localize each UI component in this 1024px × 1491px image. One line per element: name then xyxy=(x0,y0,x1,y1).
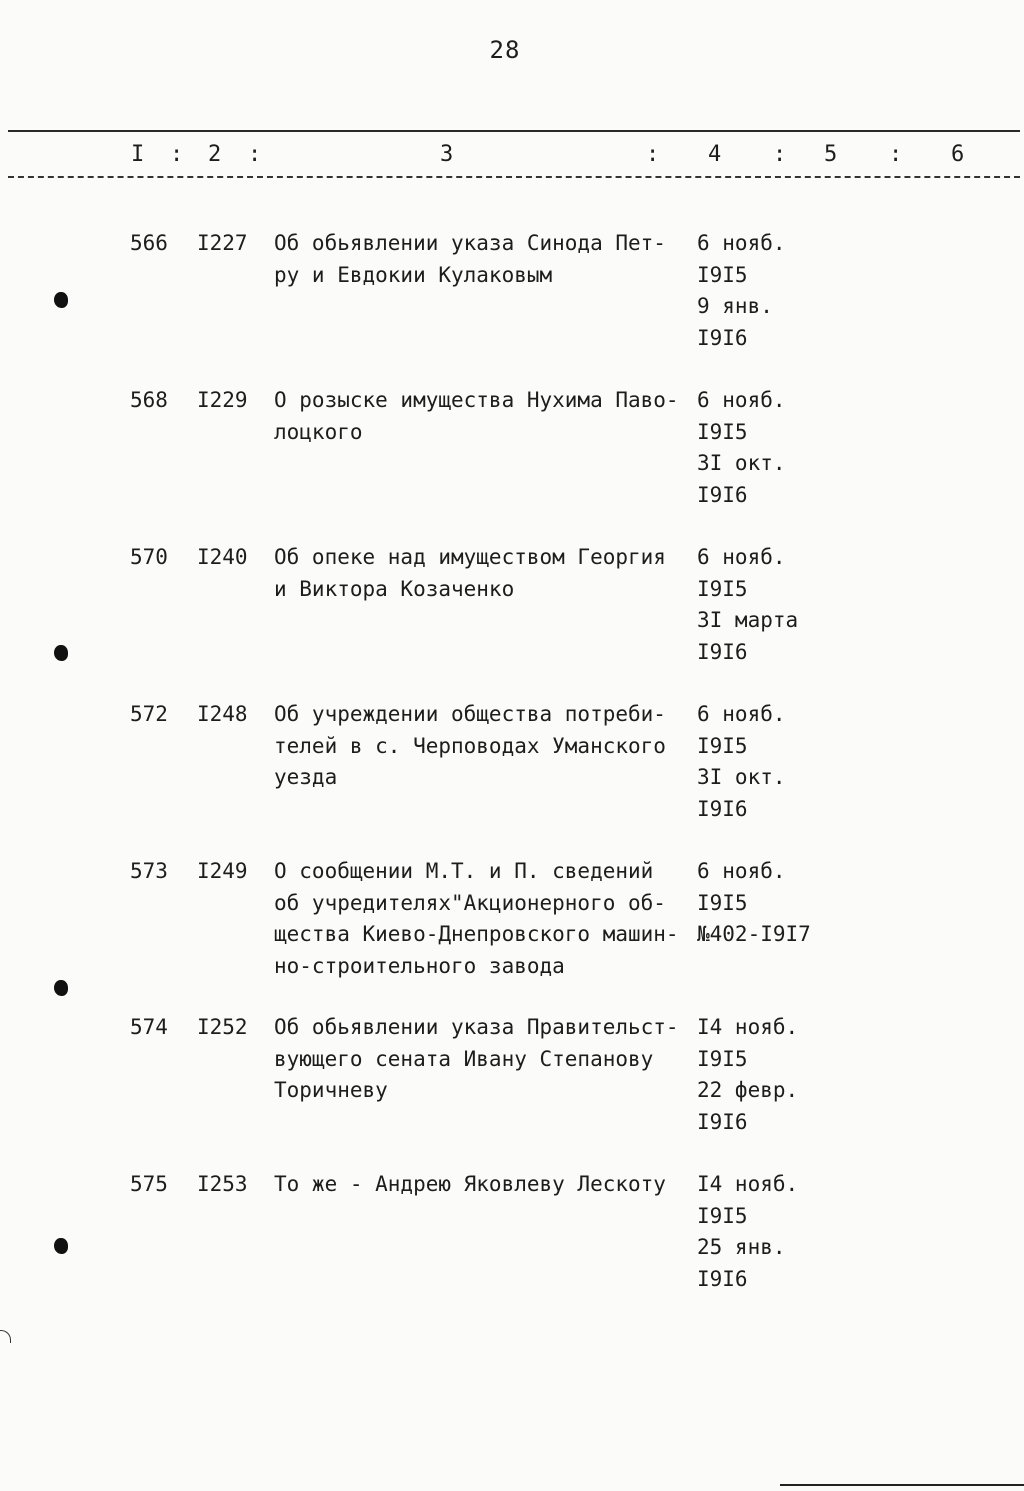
record-number: 574 xyxy=(130,1015,168,1039)
date-line: 9 янв. xyxy=(697,294,773,318)
record-dates xyxy=(697,542,857,668)
date-line: I9I6 xyxy=(697,482,748,507)
date-line: I9I6 xyxy=(697,639,748,664)
date-line: 6 нояб. xyxy=(697,231,786,255)
date-line: 6 нояб. xyxy=(697,388,786,412)
title-line: уезда xyxy=(274,765,338,789)
title-line: об учредителях"Акционерного об- xyxy=(274,890,666,915)
title-line: Об обьявлении указа Синода Пет- xyxy=(274,231,666,255)
binding-hole-mark xyxy=(54,980,68,996)
page-number: 28 xyxy=(489,36,521,64)
date-line: 3I окт. xyxy=(697,451,786,475)
column-separator: : xyxy=(889,142,903,167)
column-separator: : xyxy=(646,142,660,167)
binding-hole-mark xyxy=(54,1238,68,1254)
title-line: вующего сената Ивану Степанову xyxy=(274,1046,654,1071)
date-line: I9I5 xyxy=(697,1203,748,1228)
column-separator: : xyxy=(170,142,184,167)
edge-mark xyxy=(0,1330,11,1343)
binding-hole-mark xyxy=(54,645,68,661)
record-number: 573 xyxy=(130,859,168,883)
record-dates xyxy=(697,1169,857,1295)
date-line: I9I5 xyxy=(697,733,748,758)
header-bottom-rule xyxy=(8,176,1020,178)
record-title xyxy=(274,385,694,448)
record-code: I253 xyxy=(197,1172,248,1196)
date-line: №402-I9I7 xyxy=(697,922,811,946)
title-line: О сообщении М.Т. и П. сведений xyxy=(274,859,654,883)
date-line: 6 нояб. xyxy=(697,859,786,883)
binding-hole-mark xyxy=(54,292,68,308)
record-dates xyxy=(697,1012,857,1138)
header-top-rule xyxy=(8,130,1020,132)
date-line: 6 нояб. xyxy=(697,702,786,726)
footer-rule xyxy=(780,1484,1024,1486)
date-line: I9I6 xyxy=(697,796,748,821)
date-line: 25 янв. xyxy=(697,1235,786,1259)
date-line: 3I окт. xyxy=(697,765,786,789)
record-code: I229 xyxy=(197,388,248,412)
record-title xyxy=(274,1169,694,1201)
column-header-4: 4 xyxy=(708,142,722,167)
date-line: I9I6 xyxy=(697,1266,748,1291)
column-header-3: 3 xyxy=(440,142,454,167)
title-line: щества Киево-Днепровского машин- xyxy=(274,922,679,946)
title-line: но-строительного завода xyxy=(274,953,565,978)
record-dates xyxy=(697,856,857,951)
date-line: I4 нояб. xyxy=(697,1172,799,1196)
record-number: 566 xyxy=(130,231,168,255)
record-number: 575 xyxy=(130,1172,168,1196)
title-line: О розыске имущества Нухима Паво- xyxy=(274,388,679,412)
date-line: I9I5 xyxy=(697,262,748,287)
column-separator: : xyxy=(248,142,262,167)
date-line: I9I6 xyxy=(697,1109,748,1134)
date-line: I9I6 xyxy=(697,325,748,350)
record-code: I249 xyxy=(197,859,248,883)
record-dates xyxy=(697,385,857,511)
record-code: I240 xyxy=(197,545,248,569)
title-line: Об опеке над имуществом Георгия xyxy=(274,545,666,569)
date-line: I9I5 xyxy=(697,890,748,915)
date-line: I9I5 xyxy=(697,419,748,444)
column-header-5: 5 xyxy=(824,142,838,167)
column-header-row xyxy=(0,142,1024,170)
date-line: 6 нояб. xyxy=(697,545,786,569)
record-code: I252 xyxy=(197,1015,248,1039)
record-dates xyxy=(697,699,857,825)
title-line: и Виктора Козаченко xyxy=(274,576,515,601)
title-line: телей в с. Черповодах Уманского xyxy=(274,733,666,758)
date-line: 3I марта xyxy=(697,608,799,632)
record-title xyxy=(274,856,694,982)
record-code: I248 xyxy=(197,702,248,726)
date-line: I9I5 xyxy=(697,576,748,601)
record-title xyxy=(274,1012,694,1107)
record-title xyxy=(274,542,694,605)
date-line: I9I5 xyxy=(697,1046,748,1071)
record-number: 570 xyxy=(130,545,168,569)
column-header-6: 6 xyxy=(951,142,965,167)
record-title xyxy=(274,699,694,794)
title-line: ру и Евдокии Кулаковым xyxy=(274,262,553,287)
column-header-1: I xyxy=(131,142,145,167)
record-code: I227 xyxy=(197,231,248,255)
date-line: I4 нояб. xyxy=(697,1015,799,1039)
title-line: лоцкого xyxy=(274,419,363,444)
title-line: Об учреждении общества потреби- xyxy=(274,702,666,726)
date-line: 22 февр. xyxy=(697,1078,799,1102)
title-line: Торичневу xyxy=(274,1078,388,1102)
record-number: 568 xyxy=(130,388,168,412)
record-dates xyxy=(697,228,857,354)
column-separator: : xyxy=(773,142,787,167)
title-line: Об обьявлении указа Правительст- xyxy=(274,1015,679,1039)
record-number: 572 xyxy=(130,702,168,726)
column-header-2: 2 xyxy=(208,142,222,167)
record-title xyxy=(274,228,694,291)
title-line: То же - Андрею Яковлеву Лескоту xyxy=(274,1172,666,1196)
